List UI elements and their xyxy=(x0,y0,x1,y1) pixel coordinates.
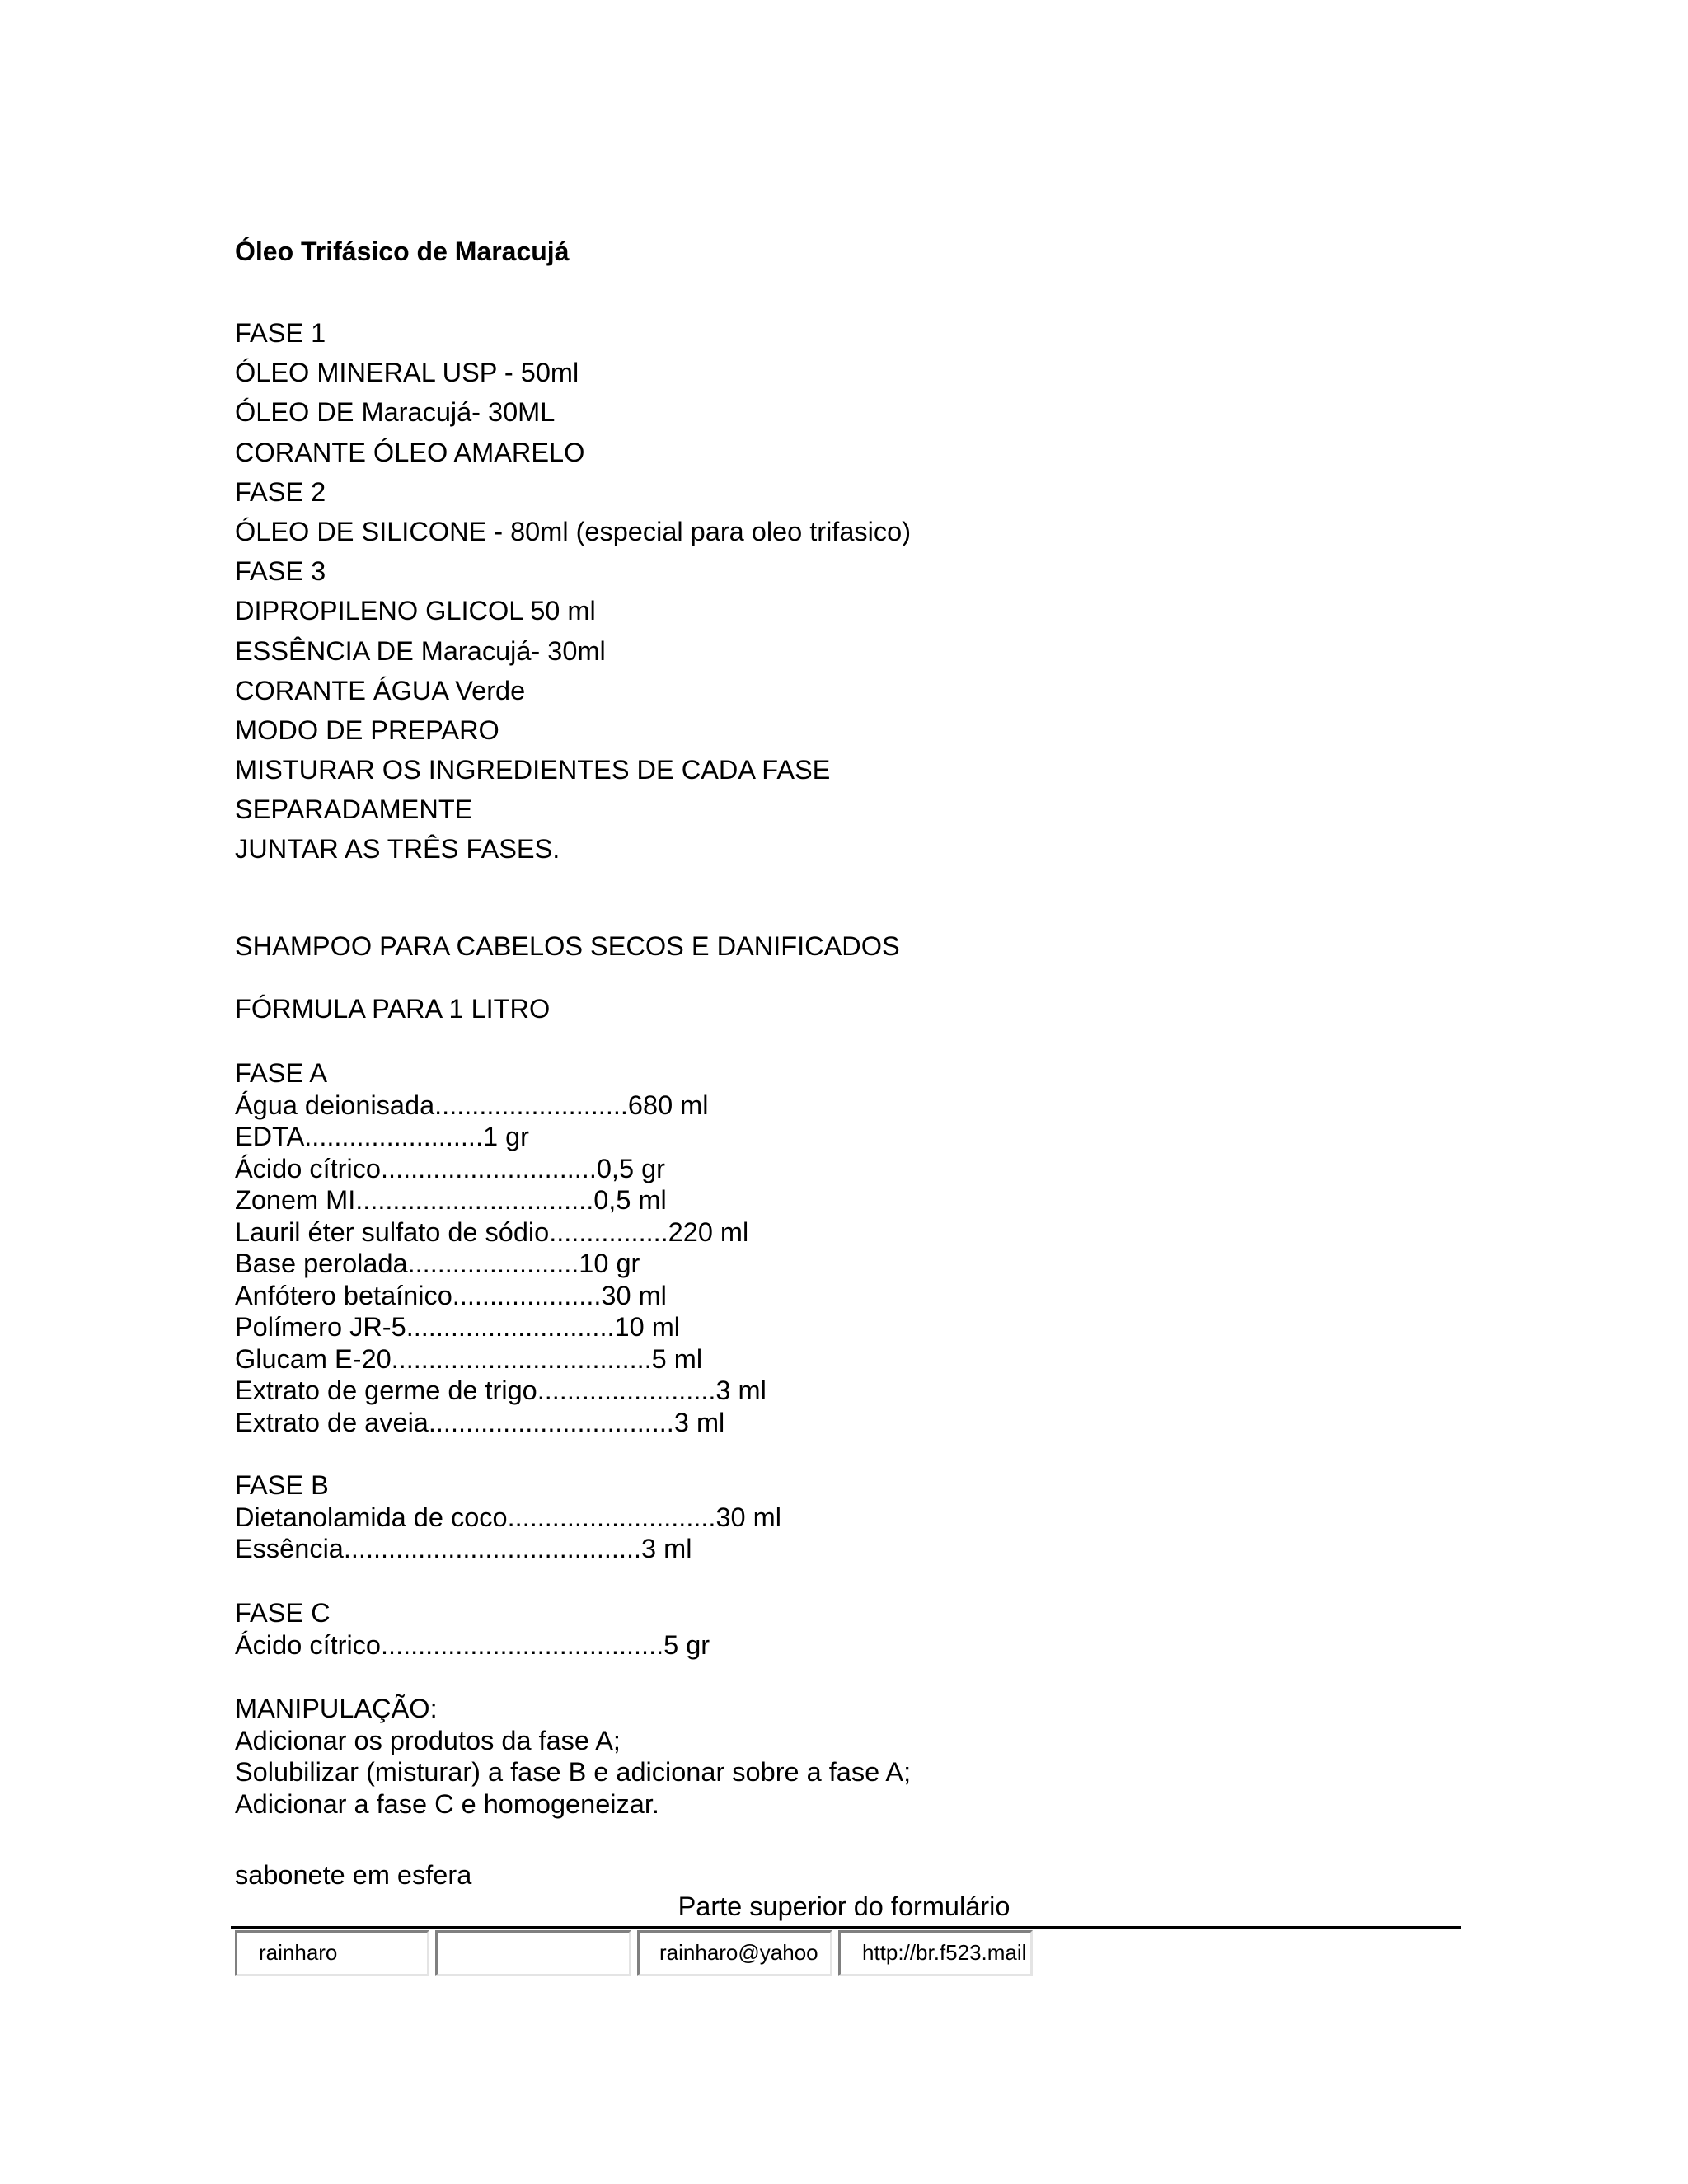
phase-a-item: Ácido cítrico.............................0,5 gr xyxy=(235,1153,665,1183)
recipe2-title: SHAMPOO PARA CABELOS SECOS E DANIFICADOS xyxy=(235,931,900,961)
recipe1-line: ÓLEO DE SILICONE - 80ml (especial para oleo trifasico) xyxy=(235,516,912,546)
recipe1-line: FASE 3 xyxy=(235,556,326,587)
manipulation-block xyxy=(235,1693,911,1820)
form-caption: Parte superior do formulário xyxy=(678,1891,1010,1921)
recipe1-line: FASE 1 xyxy=(235,318,326,348)
phase-b-heading: FASE B xyxy=(235,1470,329,1500)
recipe1-line: MODO DE PREPARO xyxy=(235,715,499,745)
recipe1-line: CORANTE ÁGUA Verde xyxy=(235,675,526,705)
phase-a-item: Zonem MI................................0,5 ml xyxy=(235,1185,667,1215)
recipe1-line: FASE 2 xyxy=(235,476,326,507)
recipe1-title: Óleo Trifásico de Maracujá xyxy=(235,237,570,266)
recipe1-line: ESSÊNCIA DE Maracujá- 30ml xyxy=(235,635,606,666)
phase-a-heading: FASE A xyxy=(235,1058,328,1088)
recipe1-line: ÓLEO DE Maracujá- 30ML xyxy=(235,397,556,428)
recipe1-line: JUNTAR AS TRÊS FASES. xyxy=(235,834,560,865)
phase-a-item: Anfótero betaínico....................30 ml xyxy=(235,1280,667,1310)
recipe1-line: SEPARADAMENTE xyxy=(235,794,473,825)
section3-title: sabonete em esfera xyxy=(235,1860,472,1890)
phase-a-item: Extrato de aveia.................................3 ml xyxy=(235,1407,725,1437)
recipe2-formula: FÓRMULA PARA 1 LITRO xyxy=(235,994,551,1024)
recipe1-line: CORANTE ÓLEO AMARELO xyxy=(235,437,585,467)
form-field-2[interactable] xyxy=(435,1930,631,1976)
form-field-1[interactable]: rainharo xyxy=(235,1930,429,1976)
recipe1-line: ÓLEO MINERAL USP - 50ml xyxy=(235,358,579,388)
manipulation-step: Solubilizar (misturar) a fase B e adicionar sobre a fase A; xyxy=(235,1757,912,1787)
manipulation-step: Adicionar a fase C e homogeneizar. xyxy=(235,1788,659,1819)
phase-c-block xyxy=(235,1597,710,1661)
phase-b-item: Essência........................................3 ml xyxy=(235,1534,692,1563)
manipulation-heading: MANIPULAÇÃO: xyxy=(235,1694,438,1723)
manipulation-step: Adicionar os produtos da fase A; xyxy=(235,1725,621,1755)
phase-a-item: EDTA........................1 gr xyxy=(235,1122,529,1151)
phase-c-item: Ácido cítrico......................................5 gr xyxy=(235,1629,710,1660)
form-field-4[interactable]: http://br.f523.mail xyxy=(838,1930,1033,1976)
recipe1-line: DIPROPILENO GLICOL 50 ml xyxy=(235,596,596,626)
phase-a-item: Água deionisada..........................680 ml xyxy=(235,1090,709,1120)
form-divider xyxy=(231,1926,1461,1929)
phase-b-block xyxy=(235,1469,781,1565)
phase-a-item: Base perolada.......................10 gr xyxy=(235,1249,640,1278)
phase-a-item: Extrato de germe de trigo........................3 ml xyxy=(235,1376,767,1405)
phase-a-item: Glucam E-20...................................5 ml xyxy=(235,1343,703,1374)
phase-a-item: Lauril éter sulfato de sódio................220 ml xyxy=(235,1216,749,1247)
phase-b-item: Dietanolamida de coco............................30 ml xyxy=(235,1502,781,1532)
recipe1-lines xyxy=(235,313,911,869)
phase-a-item: Polímero JR-5............................10 ml xyxy=(235,1312,680,1342)
phase-c-heading: FASE C xyxy=(235,1598,331,1628)
phase-a-block xyxy=(235,1057,767,1438)
form-field-3[interactable]: rainharo@yahoo xyxy=(637,1930,832,1976)
recipe1-line: MISTURAR OS INGREDIENTES DE CADA FASE xyxy=(235,755,831,785)
